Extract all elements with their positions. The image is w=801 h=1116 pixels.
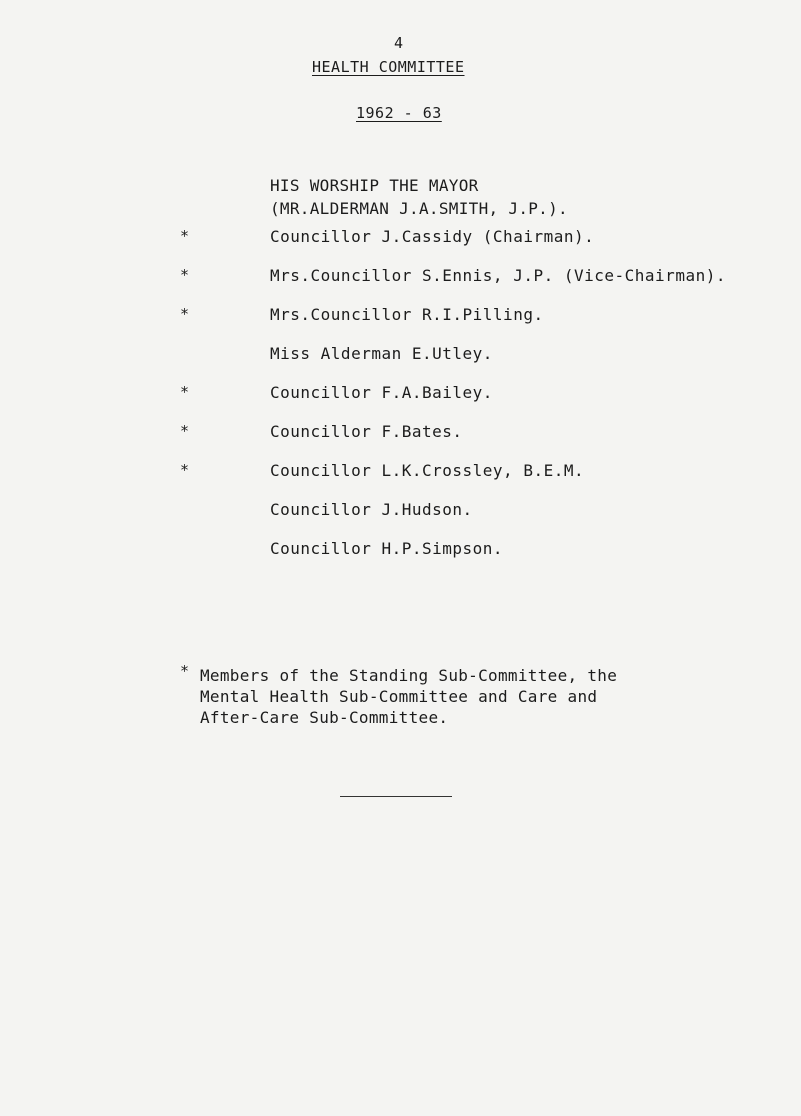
member-item (0, 539, 801, 578)
footnote-line-2: Mental Health Sub-Committee and Care and (200, 687, 598, 706)
member-name: Councillor J.Cassidy (Chairman). (270, 227, 595, 246)
member-name: Miss Alderman E.Utley. (270, 344, 493, 363)
member-name: Councillor J.Hudson. (270, 500, 473, 519)
member-list (0, 227, 801, 578)
member-name: Mrs.Councillor R.I.Pilling. (270, 305, 544, 324)
member-item (0, 344, 801, 383)
asterisk-marker: * (180, 383, 190, 401)
committee-years: 1962 - 63 (356, 104, 442, 122)
member-item (0, 500, 801, 539)
member-name: Councillor H.P.Simpson. (270, 539, 504, 558)
member-name: Mrs.Councillor S.Ennis, J.P. (Vice-Chairman). (270, 266, 726, 285)
member-item (0, 266, 801, 305)
member-name: Councillor F.Bates. (270, 422, 463, 441)
member-item (0, 461, 801, 500)
asterisk-marker: * (180, 461, 190, 479)
mayor-line-1: HIS WORSHIP THE MAYOR (270, 176, 479, 195)
member-name: Councillor L.K.Crossley, B.E.M. (270, 461, 585, 480)
member-item (0, 383, 801, 422)
asterisk-marker: * (180, 227, 190, 245)
page-number: 4 (394, 34, 404, 52)
footnote-line-3: After-Care Sub-Committee. (200, 708, 449, 727)
mayor-line-2: (MR.ALDERMAN J.A.SMITH, J.P.). (270, 199, 568, 218)
divider-rule (340, 796, 452, 797)
member-item (0, 305, 801, 344)
footnote-line-1: Members of the Standing Sub-Committee, the (200, 666, 618, 685)
asterisk-marker: * (180, 305, 190, 323)
asterisk-marker: * (180, 266, 190, 284)
member-item (0, 422, 801, 461)
member-name: Councillor F.A.Bailey. (270, 383, 493, 402)
page-title: HEALTH COMMITTEE (312, 58, 465, 76)
footnote-text (200, 665, 620, 728)
asterisk-marker: * (180, 662, 190, 680)
mayor-block (270, 174, 568, 220)
member-item (0, 227, 801, 266)
asterisk-marker: * (180, 422, 190, 440)
footnote (180, 662, 620, 728)
